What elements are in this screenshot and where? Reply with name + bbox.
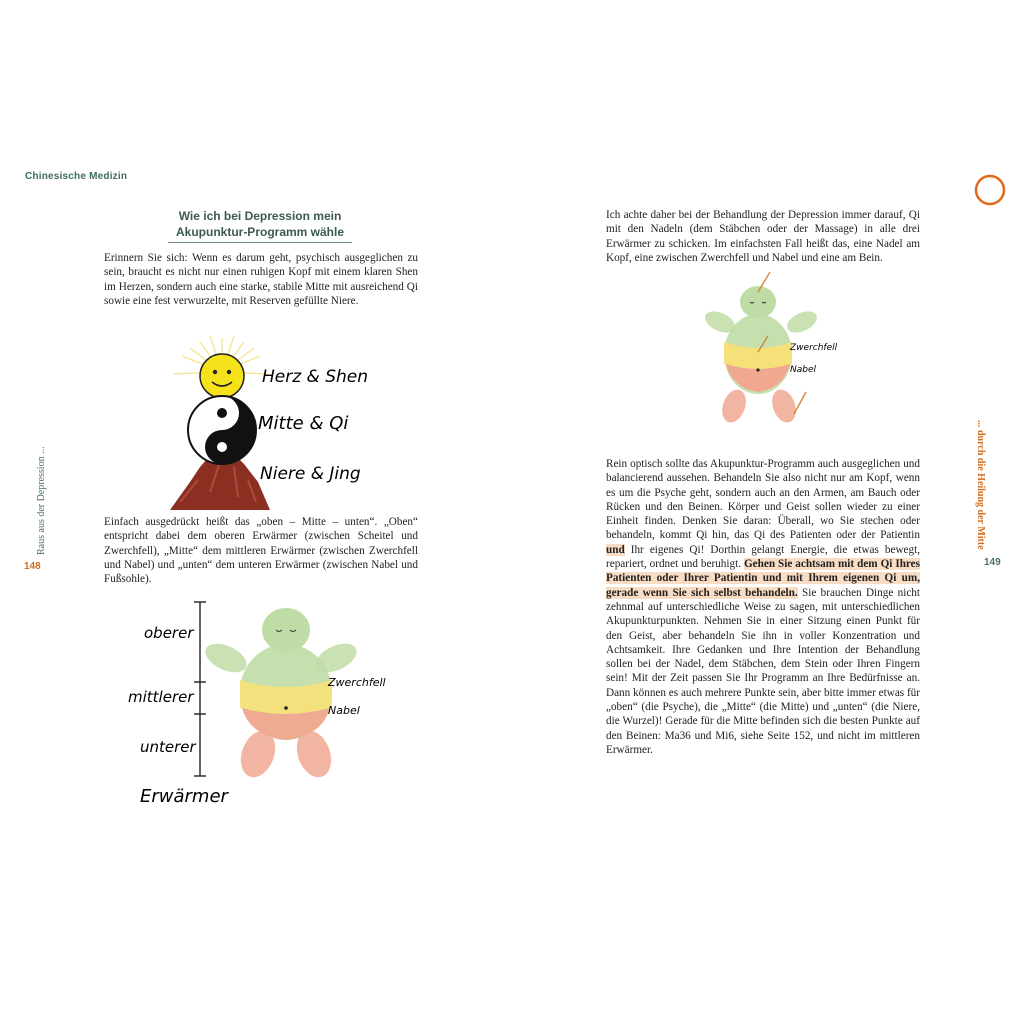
heading-underline bbox=[168, 242, 352, 243]
figure-three-treasures bbox=[160, 332, 370, 512]
paragraph-2: Einfach ausgedrückt heißt das „oben – Mitte – unten“. „Oben“ entspricht dabei dem oberen Erwärmer (zwischen Scheitel und Zwerchfell), „Mitte“ dem mittleren Erwärmer (zwischen Zwerchfell und Nabel) und „unten“ dem unteren Erwärmer (zwischen Nabel und Fußsohle). bbox=[104, 516, 418, 586]
label-lower: unterer bbox=[140, 738, 196, 756]
heading-line-2: Akupunktur-Programm wähle bbox=[175, 225, 345, 239]
figure-needled-turtle bbox=[698, 268, 858, 428]
left-page-number: 148 bbox=[24, 561, 41, 572]
paragraph-4-highlight: Gehen Sie achtsam mit dem Qi Ihres Patienten oder Ihrer Patientin und mit Ihrem eigenen Qi um, gerade wenn Sie sich selbst behandeln. bbox=[606, 558, 920, 599]
figure1-label-kidney: Niere & Jing bbox=[260, 464, 361, 484]
smiley-icon bbox=[200, 354, 244, 398]
label-diaphragm: Zwerchfell bbox=[328, 676, 386, 689]
yin-yang-icon bbox=[188, 396, 256, 464]
left-side-title: Raus aus der Depression ... bbox=[36, 446, 47, 555]
paragraph-4-part-a: Rein optisch sollte das Akupunktur-Programm auch ausgeglichen und balancierend aussehen. Behandeln Sie also nicht nur am Kopf, wenn es um die Psyche geht, sondern auch an den Armen, am Bauch oder Rücken und den Beinen. Körper und Geist sollen wieder zu einer Einheit finden. Denken Sie daran: Überall, wo Sie stechen oder behandeln, kommt Qi hin, das Qi des Patienten oder der Patientin bbox=[606, 458, 920, 542]
figure1-label-middle: Mitte & Qi bbox=[258, 413, 349, 434]
small-label-navel: Nabel bbox=[790, 365, 816, 375]
heading-line-1: Wie ich bei Depression mein bbox=[178, 209, 342, 223]
paragraph-4-emphasis: und bbox=[606, 543, 625, 556]
right-page-number: 149 bbox=[984, 557, 1001, 568]
label-warmer: Erwärmer bbox=[140, 786, 228, 807]
label-upper: oberer bbox=[144, 624, 194, 642]
label-middle: mittlerer bbox=[128, 688, 194, 706]
turtle-icon bbox=[201, 608, 361, 782]
running-header: Chinesische Medizin bbox=[25, 171, 128, 182]
paragraph-4 bbox=[606, 457, 920, 757]
figure1-label-heart: Herz & Shen bbox=[262, 367, 369, 387]
bracket-lines bbox=[194, 602, 206, 776]
paragraph-4-part-d: Sie brauchen Dinge nicht zehnmal auf unterschiedliche Weise zu sagen, mit unterschiedlichen Akupunkturpunkten. Nehmen Sie in einer Sitzung einen Punkt für den Geist, aber behandeln Sie ihn in voller Konzentration und Achtsamkeit. Ihre Gedanken und Ihre Intention der Behandlung sollen bei der Nadel, dem Stäbchen, dem Stein oder Ihren Fingern sein! Mit der Zeit passen Sie Ihr Programm an Ihre Bedürfnisse an. Dann können es auch mehrere Punkte sein, aber bitte immer etwas für „oben“ (die Psyche), die „Mitte“ (die Mitte) und „unten“ (die Niere, die Wurzel)! Gerade für die Mitte befinden sich die besten Punkte auf den Beinen: Ma36 und Mi6, siehe Seite 152, und nicht im mittleren Erwärmer. bbox=[606, 586, 921, 756]
paragraph-3: Ich achte daher bei der Behandlung der Depression immer darauf, Qi mit den Nadeln (dem Stäbchen oder der Massage) in alle drei Erwärmer zu schicken. Im einfachsten Fall heißt das, eine Nadel am Kopf, eine zwischen Zwerchfell und Nabel und eine am Bein. bbox=[606, 209, 920, 264]
small-label-diaphragm: Zwerchfell bbox=[790, 343, 838, 353]
label-navel: Nabel bbox=[328, 704, 360, 717]
turtle-small-icon bbox=[702, 286, 821, 426]
paragraph-1: Erinnern Sie sich: Wenn es darum geht, psychisch ausgeglichen zu sein, braucht es nicht nur einen ruhigen Kopf mit einem klaren Shen im Herzen, sondern auch eine starke, stabile Mitte mit ausreichend Qi sowie eine fest verwurzelte, mit Reserven gefüllte Niere. bbox=[104, 252, 418, 307]
section-heading bbox=[160, 208, 360, 243]
paragraph-4-part-c: Ihr eigenes Qi! Dorthin gelangt Energie, die etwas bewegt, repariert, ordnet und beruhigt. bbox=[606, 543, 921, 571]
right-side-title: ... durch die Heilung der Mitte bbox=[975, 420, 986, 550]
figure-three-burners bbox=[118, 596, 408, 816]
chapter-circle-icon bbox=[972, 172, 1008, 208]
